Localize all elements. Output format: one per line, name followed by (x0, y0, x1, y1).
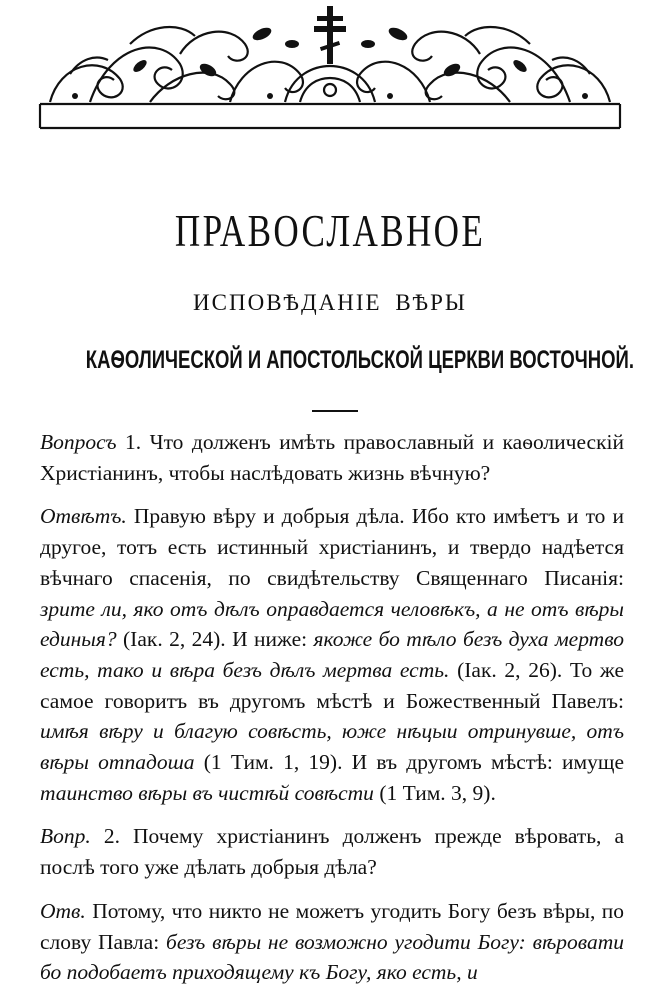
answer-text: (Iак. 2, 24). И ниже: (123, 627, 308, 652)
church-heading: КАѲОЛИЧЕСКОЙ И АПОСТОЛЬСКОЙ ЦЕРКВИ ВОСТОЧНОЙ. (85, 346, 634, 374)
body-text (40, 427, 624, 1001)
answer-text: Правую вѣру и добрыя дѣла. Ибо кто имѣетъ и то и другое, тотъ есть истинный христіанинъ, и твердо надѣется вѣчнаго спасенія, по свидѣтельству Священнаго Писанія: (40, 504, 624, 590)
cross-ornament-icon (30, 4, 630, 134)
page-subtitle: ИСПОВѢДАНІЕ ВѢРЫ (193, 290, 467, 315)
question-1 (40, 427, 624, 488)
answer-text: (1 Тим. 3, 9). (379, 780, 496, 805)
scripture-quote: безъ вѣры не возможно угодити Богу: вѣровати бо подобаетъ приходящему къ Богу, яко есть, и (40, 929, 625, 985)
question-number: 1. (125, 430, 142, 454)
question-text: Почему христіанинъ долженъ прежде вѣровать, а послѣ того уже дѣлать добрыя дѣла? (40, 824, 625, 880)
answer-text: (Iак. 2, 26). То же самое говоритъ въ другомъ мѣстѣ и Божественный Павелъ: (40, 657, 624, 713)
answer-1 (40, 501, 624, 808)
answer-text: (1 Тим. 1, 19). И въ другомъ мѣстѣ: имуще (203, 750, 624, 775)
scripture-quote: зрите ли, яко отъ дѣлъ оправдается человѣкъ, а не отъ вѣры единыя? (40, 596, 624, 652)
scripture-quote: якоже бо тѣло безъ духа мертво есть, тако и вѣра безъ дѣлъ мертва есть. (40, 627, 625, 682)
answer-label: Отвѣтъ. (40, 504, 127, 529)
divider (312, 410, 358, 412)
answer-label: Отв. (40, 898, 86, 923)
scripture-quote: имѣя вѣру и благую совѣсть, юже нѣцыи отринувше, отъ вѣры отпадоша (40, 719, 624, 775)
question-2 (40, 821, 624, 882)
question-label: Вопросъ (40, 430, 117, 454)
answer-text: Потому, что никто не можетъ угодить Богу безъ вѣры, по слову Павла: (40, 898, 625, 954)
scripture-quote: таинство вѣры въ чистѣй совѣсти (40, 780, 374, 805)
question-label: Вопр. (40, 824, 91, 849)
question-text: Что долженъ имѣть православный и каѳолическій Христіанинъ, чтобы наслѣдовать жизнь вѣчную? (40, 430, 625, 485)
question-number: 2. (103, 824, 120, 849)
page-title: ПРАВОСЛАВНОЕ (174, 206, 486, 256)
answer-2 (40, 896, 624, 988)
